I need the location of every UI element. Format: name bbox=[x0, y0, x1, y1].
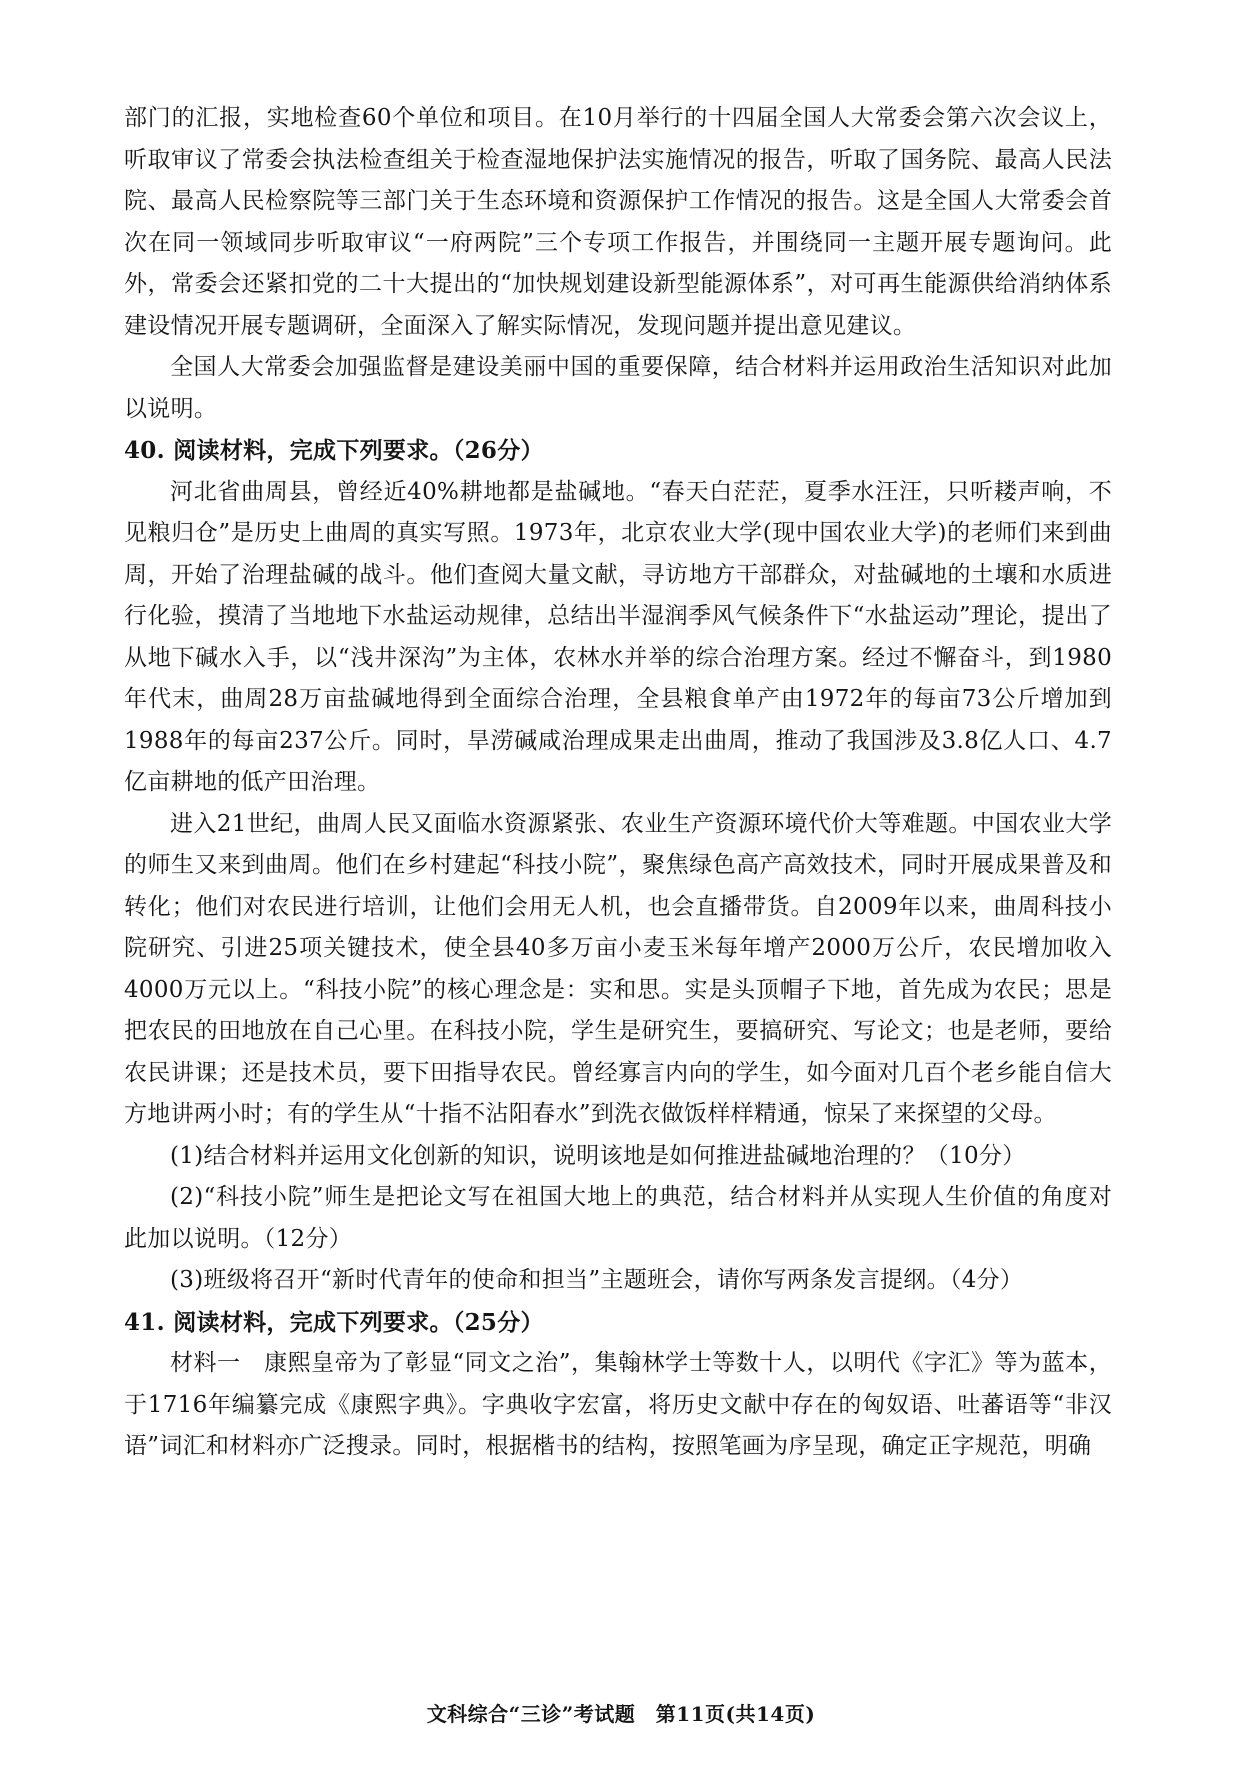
question-40-sub-1: (1)结合材料并运用文化创新的知识，说明该地是如何推进盐碱地治理的？（10分） bbox=[170, 1142, 1026, 1169]
question-40-heading: 40. 阅读材料，完成下列要求。（26分） bbox=[124, 437, 544, 464]
question-40-sub-3: (3)班级将召开“新时代青年的使命和担当”主题班会，请你写两条发言提纲。（4分） bbox=[170, 1267, 1024, 1293]
question-41-material-1: 材料一 康熙皇帝为了彰显“同文之治”，集翰林学士等数十人，以明代《字汇》等为蓝本，于1716年编纂完成《康熙字典》。字典收字宏富，将历史文献中存在的匈奴语、吐蕃语等“非汉语”词汇和材料亦广泛搜录。同时，根据楷书的结构，按照笔画为序呈现，确定正字规范，明确 bbox=[124, 1350, 1112, 1459]
page-content bbox=[124, 98, 1112, 1468]
question-40-material-1: 河北省曲周县，曾经近40%耕地都是盐碱地。“春天白茫茫，夏季水汪汪，只听耧声响，不见粮归仓”是历史上曲周的真实写照。1973年，北京农业大学(现中国农业大学)的老师们来到曲周，开始了治理盐碱的战斗。他们查阅大量文献，寻访地方干部群众，对盐碱地的土壤和水质进行化验，摸清了当地地下水盐运动规律，总结出半湿润季风气候条件下“水盐运动”理论，提出了从地下碱水入手，以“浅井深沟”为主体，农林水并举的综合治理方案。经过不懈奋斗，到1980年代末，曲周28万亩盐碱地得到全面综合治理，全县粮食单产由1972年的每亩73公斤增加到1988年的每亩237公斤。同时，旱涝碱咸治理成果走出曲周，推动了我国涉及3.8亿人口、4.7亿亩耕地的低产田治理。 bbox=[124, 478, 1112, 795]
page-footer: 文科综合“三诊”考试题 第11页(共14页) bbox=[426, 1702, 816, 1726]
paragraph-continued: 部门的汇报，实地检查60个单位和项目。在10月举行的十四届全国人大常委会第六次会议上，听取审议了常委会执法检查组关于检查湿地保护法实施情况的报告，听取了国务院、最高人民法院、最高人民检察院等三部门关于生态环境和资源保护工作情况的报告。这是全国人大常委会首次在同一领域同步听取审议“一府两院”三个专项工作报告，并围绕同一主题开展专题询问。此外，常委会还紧扣党的二十大提出的“加快规划建设新型能源体系”，对可再生能源供给消纳体系建设情况开展专题调研，全面深入了解实际情况，发现问题并提出意见建议。 bbox=[124, 105, 1112, 339]
question-40-material-2: 进入21世纪，曲周人民又面临水资源紧张、农业生产资源环境代价大等难题。中国农业大学的师生又来到曲周。他们在乡村建起“科技小院”，聚焦绿色高产高效技术，同时开展成果普及和转化；他们对农民进行培训，让他们会用无人机，也会直播带货。自2009年以来，曲周科技小院研究、引进25项关键技术，使全县40多万亩小麦玉米每年增产2000万公斤，农民增加收入4000万元以上。“科技小院”的核心理念是：实和思。实是头顶帽子下地，首先成为农民；思是把农民的田地放在自己心里。在科技小院，学生是研究生，要搞研究、写论文；也是老师，要给农民讲课；还是技术员，要下田指导农民。曾经寡言内向的学生，如今面对几百个老乡能自信大方地讲两小时；有的学生从“十指不沾阳春水”到洗衣做饭样样精通，惊呆了来探望的父母。 bbox=[124, 810, 1112, 1127]
question-40-sub-2: (2)“科技小院”师生是把论文写在祖国大地上的典范，结合材料并从实现人生价值的角度对此加以说明。（12分） bbox=[124, 1184, 1112, 1252]
question-41-heading: 41. 阅读材料，完成下列要求。（25分） bbox=[124, 1308, 544, 1336]
question-39-prompt: 全国人大常委会加强监督是建设美丽中国的重要保障，结合材料并运用政治生活知识对此加以说明。 bbox=[124, 354, 1112, 422]
